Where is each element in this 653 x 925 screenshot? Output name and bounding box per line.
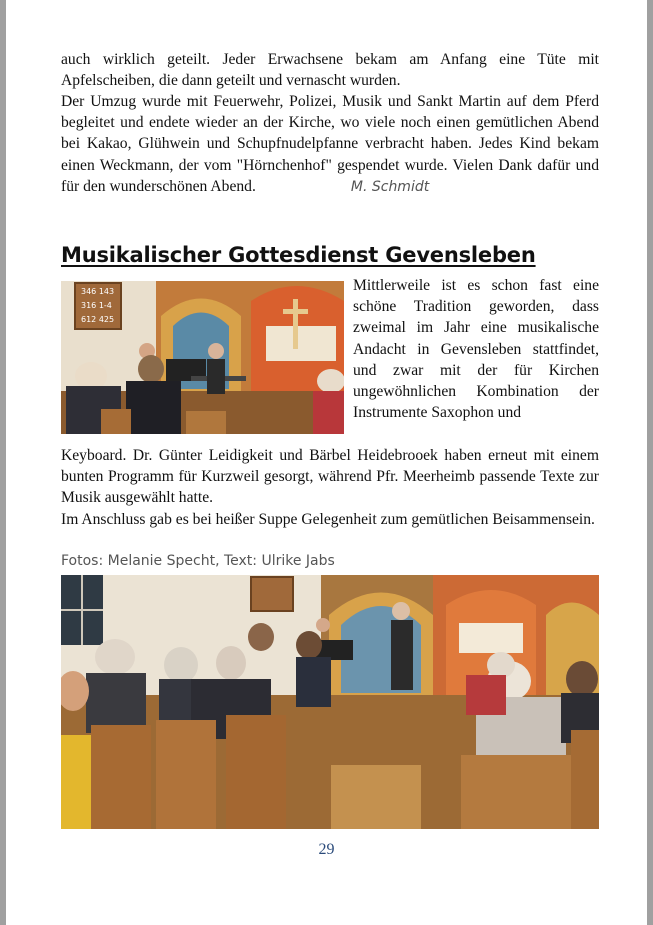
article2-intro: Mittlerweile ist es schon fast eine schöne Tradition geworden, dass zweimal im Jahr eine musikalische Andacht in Gevensleben stattfindet, und zwar mit der für Kirchen ungewöhnlichen Kombination der Instrumente Saxophon und [353, 277, 599, 422]
signature: M. Schmidt [350, 178, 430, 195]
article1-paragraph1: auch wirklich geteilt. Jeder Erwachsene bekam am Anfang eine Tüte mit Apfelscheiben, die dann geteilt und vernascht wurden. [61, 51, 599, 90]
hymn-board-line2: 316 1-4 [81, 301, 112, 310]
article2-heading: Musikalischer Gottesdienst Gevensleben [61, 243, 536, 267]
hymn-board [75, 283, 121, 329]
article1-paragraph2-text: Der Umzug wurde mit Feuerwehr, Polizei, Musik und Sankt Martin auf dem Pferd begleitet und endete wieder an der Kirche, wo viele noch einen gemütlichen Abend bei Kakao, Glühwein und Schupfnudelpfanne verbracht haben. Jedes Kind bekam einen Weckmann, der vom "Hörnchenhof" gespendet wurde. Vielen Dank dafür und für den wunderschönen Abend. [61, 93, 599, 195]
hymn-board-line1: 346 143 [81, 287, 115, 296]
article2-body [61, 445, 599, 530]
page-number: 29 [318, 841, 335, 858]
article1-paragraph2 [61, 91, 599, 198]
hymn-board-line3: 612 425 [81, 315, 115, 324]
photo-musical-service-small [61, 281, 344, 434]
article2-paragraph2: Im Anschluss gab es bei heißer Suppe Gelegenheit zum gemütlichen Beisammensein. [61, 510, 595, 528]
photo-credits: Fotos: Melanie Specht, Text: Ulrike Jabs [61, 553, 335, 569]
article2-continuation: Keyboard. Dr. Günter Leidigkeit und Bärbel Heidebrooek haben erneut mit einem bunten Programm für Kurzweil gesorgt, während Pfr. Meerheimb passende Texte zur Musik ausgewählt hatte. [61, 447, 599, 507]
photo-musical-service-large [61, 575, 599, 829]
document-page [6, 0, 647, 925]
